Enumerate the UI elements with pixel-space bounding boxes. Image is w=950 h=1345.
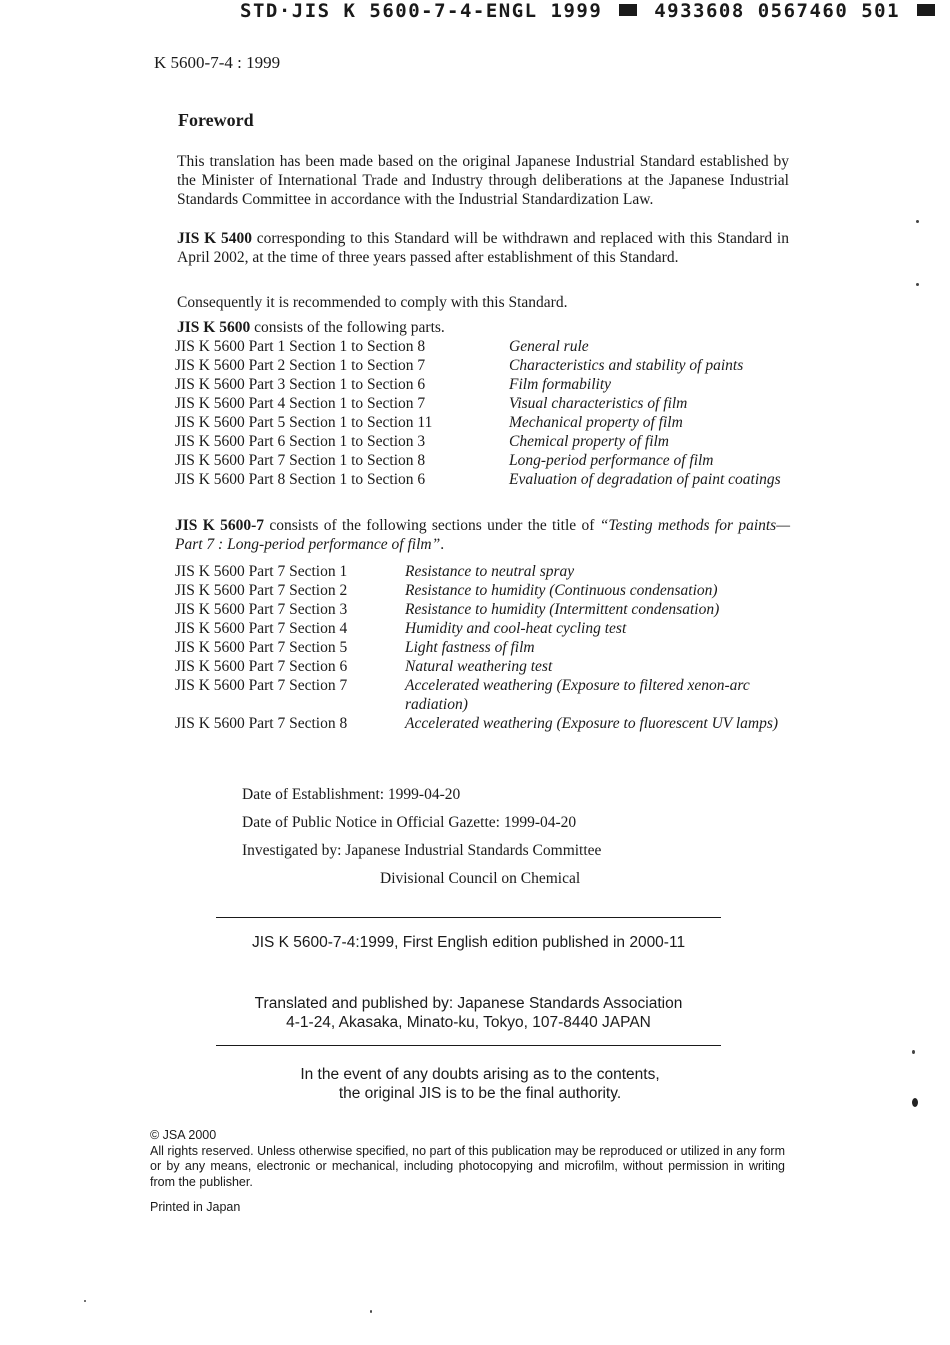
- section-ref: JIS K 5600 Part 7 Section 2: [175, 582, 348, 599]
- table-row: [175, 375, 789, 394]
- scan-speck: [912, 1098, 918, 1107]
- table-row: [175, 676, 790, 714]
- part-ref: JIS K 5600 Part 6 Section 1 to Section 3: [175, 433, 426, 450]
- paragraph-text: .: [440, 536, 445, 553]
- date-of-public-notice: Date of Public Notice in Official Gazette: 1999-04-20: [242, 814, 577, 831]
- document-id: K 5600-7-4 : 1999: [154, 53, 281, 72]
- section-ref: JIS K 5600 Part 7 Section 7: [175, 677, 348, 694]
- table-row: [175, 394, 789, 413]
- page-title: Foreword: [178, 110, 254, 130]
- publisher-block: [216, 994, 721, 1032]
- paragraph-recommendation: Consequently it is recommended to comply with this Standard.: [177, 294, 568, 311]
- document-header-code: [240, 0, 939, 22]
- part-title: Chemical property of film: [509, 433, 670, 450]
- part-title: Characteristics and stability of paints: [509, 357, 744, 374]
- header-black-mark: [619, 4, 637, 16]
- table-row: [175, 714, 790, 733]
- divider: [216, 917, 721, 918]
- authority-note-line: the original JIS is to be the final authority.: [338, 1085, 622, 1102]
- sections-list: [175, 562, 790, 733]
- paragraph-translation-basis: This translation has been made based on the original Japanese Industrial Standard established by the Minister of International Trade and Industry through deliberations at the Japanese Industrial Standards Committee in accordance with the Industrial Standardization Law.: [177, 153, 789, 208]
- parts-list: [175, 337, 789, 489]
- standard-ref-bold: JIS K 5600: [177, 319, 251, 336]
- scan-speck: [84, 1300, 86, 1302]
- section-ref: JIS K 5600 Part 7 Section 6: [175, 658, 348, 675]
- table-row: [175, 470, 789, 489]
- authority-note: [230, 1065, 730, 1103]
- rights-statement: All rights reserved. Unless otherwise specified, no part of this publication may be reproduced or utilized in any form or by any means, electronic or mechanical, including photocopying and microfilm, without permission in writing from the publisher.: [150, 1143, 785, 1189]
- part-title: Evaluation of degradation of paint coatings: [509, 471, 781, 488]
- copyright-block: [150, 1128, 785, 1216]
- part-title: General rule: [509, 338, 589, 355]
- paragraph-text: consists of the following parts.: [250, 319, 445, 336]
- part-ref: JIS K 5600 Part 7 Section 1 to Section 8: [175, 452, 426, 469]
- section-title: Accelerated weathering (Exposure to filtered xenon-arc radiation): [405, 677, 750, 713]
- section-ref: JIS K 5600 Part 7 Section 3: [175, 601, 348, 618]
- paragraph-parts-intro: [177, 318, 789, 337]
- part-ref: JIS K 5600 Part 5 Section 1 to Section 11: [175, 414, 433, 431]
- table-row: [175, 451, 789, 470]
- paragraph-withdrawal: [177, 229, 789, 267]
- scan-speck: [370, 1310, 372, 1313]
- part-ref: JIS K 5600 Part 8 Section 1 to Section 6: [175, 471, 426, 488]
- table-row: [175, 657, 790, 676]
- part-ref: JIS K 5600 Part 4 Section 1 to Section 7: [175, 395, 426, 412]
- table-row: [175, 619, 790, 638]
- scan-speck: [912, 1050, 915, 1054]
- investigated-by: Investigated by: Japanese Industrial Standards Committee: [242, 842, 602, 859]
- table-row: [175, 638, 790, 657]
- part-ref: JIS K 5600 Part 1 Section 1 to Section 8: [175, 338, 426, 355]
- table-row: [175, 337, 789, 356]
- publisher-address: 4-1-24, Akasaka, Minato-ku, Tokyo, 107-8440 JAPAN: [286, 1014, 651, 1031]
- scan-speck: [916, 220, 919, 223]
- series-title: “Testing methods for paints—Part 7 : Long-period performance of film”: [175, 517, 790, 553]
- section-ref: JIS K 5600 Part 7 Section 5: [175, 639, 348, 656]
- table-row: [175, 600, 790, 619]
- section-title: Humidity and cool-heat cycling test: [405, 620, 627, 637]
- part-title: Visual characteristics of film: [509, 395, 688, 412]
- section-ref: JIS K 5600 Part 7 Section 1: [175, 563, 348, 580]
- divisional-council: Divisional Council on Chemical: [380, 870, 581, 887]
- standard-ref-bold: JIS K 5600-7: [175, 517, 265, 534]
- section-title: Resistance to neutral spray: [405, 563, 575, 580]
- paragraph-text: corresponding to this Standard will be withdrawn and replaced with this Standard in April 2002, at the time of three years passed after establishment of this Standard.: [177, 230, 789, 266]
- header-standard-code: STD·JIS K 5600-7-4-ENGL 1999: [240, 0, 603, 22]
- paragraph-sections-intro: [175, 516, 790, 554]
- table-row: [175, 432, 789, 451]
- divider: [216, 1045, 721, 1046]
- table-row: [175, 356, 789, 375]
- date-of-establishment: Date of Establishment: 1999-04-20: [242, 786, 461, 803]
- section-title: Accelerated weathering (Exposure to fluorescent UV lamps): [405, 715, 779, 732]
- edition-note: JIS K 5600-7-4:1999, First English edition published in 2000-11: [251, 934, 686, 951]
- part-title: Long-period performance of film: [509, 452, 714, 469]
- section-ref: JIS K 5600 Part 7 Section 8: [175, 715, 348, 732]
- part-title: Mechanical property of film: [509, 414, 683, 431]
- publisher-name: Translated and published by: Japanese Standards Association: [254, 995, 683, 1012]
- authority-note-line: In the event of any doubts arising as to the contents,: [300, 1066, 660, 1083]
- section-title: Light fastness of film: [405, 639, 535, 656]
- section-title: Natural weathering test: [405, 658, 553, 675]
- header-black-mark: [917, 4, 935, 16]
- header-serial-number: 4933608 0567460 501: [654, 0, 901, 22]
- standard-ref-bold: JIS K 5400: [177, 230, 252, 247]
- copyright-notice: © JSA 2000: [150, 1128, 217, 1142]
- section-ref: JIS K 5600 Part 7 Section 4: [175, 620, 348, 637]
- table-row: [175, 581, 790, 600]
- scan-speck: [916, 283, 919, 286]
- table-row: [175, 562, 790, 581]
- part-ref: JIS K 5600 Part 3 Section 1 to Section 6: [175, 376, 426, 393]
- table-row: [175, 413, 789, 432]
- paragraph-text: consists of the following sections under the title of: [264, 517, 600, 534]
- part-ref: JIS K 5600 Part 2 Section 1 to Section 7: [175, 357, 426, 374]
- part-title: Film formability: [509, 376, 612, 393]
- section-title: Resistance to humidity (Intermittent condensation): [405, 601, 720, 618]
- printed-in: Printed in Japan: [150, 1200, 241, 1214]
- section-title: Resistance to humidity (Continuous condensation): [405, 582, 718, 599]
